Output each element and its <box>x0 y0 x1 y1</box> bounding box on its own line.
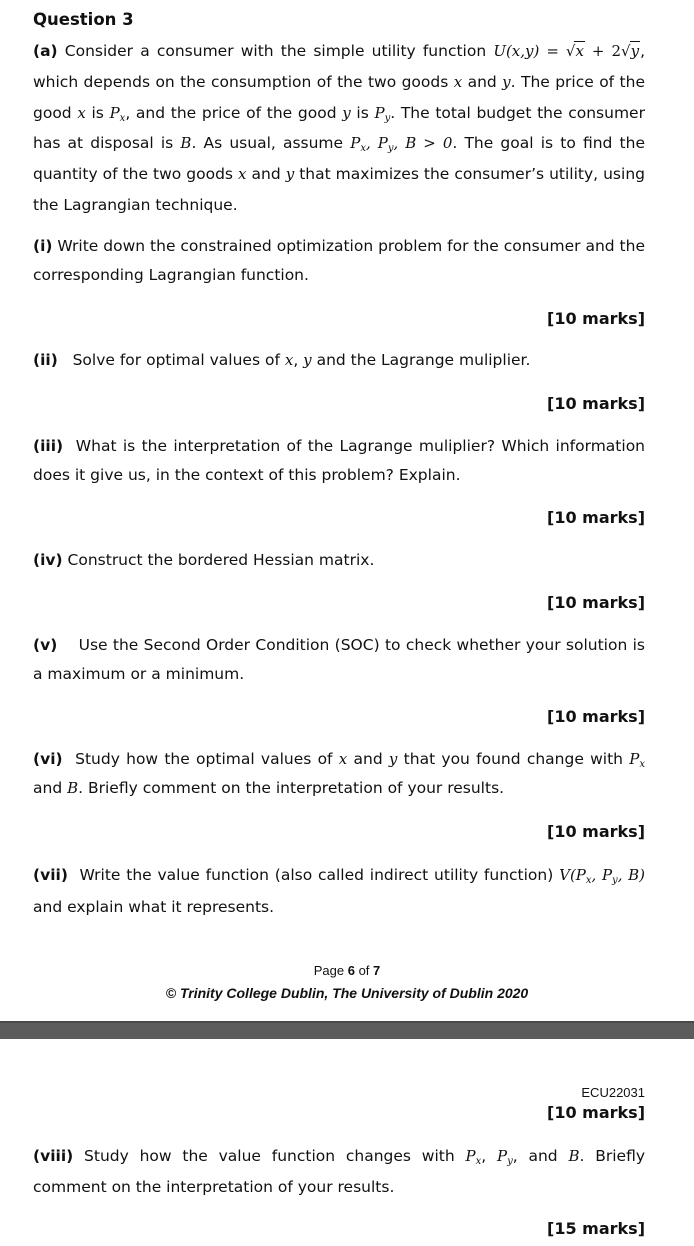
marks-v: [10 marks] <box>547 707 645 726</box>
part-a-intro: Consider a consumer with the simple utility function <box>64 42 487 60</box>
item-iii: (iii) What is the interpretation of the Lagrange muliplier? Which information does it give us, in the context of this problem? Explain. <box>33 437 645 484</box>
marks-viii: [15 marks] <box>547 1219 645 1238</box>
marks-i: [10 marks] <box>547 309 645 328</box>
marks-vii: [10 marks] <box>547 1103 645 1122</box>
marks-iv: [10 marks] <box>547 593 645 612</box>
item-viii: (viii) Study how the value function changes with $P_x$, $P_y$, and B. Briefly comment on the interpretation of your results. <box>33 1147 646 1196</box>
item-vii: (vii) Write the value function (also called indirect utility function) $V(P_x$, $P_y$, B) and explain what it represents. <box>33 866 645 916</box>
part-a-paragraph: (a) Consider a consumer with the simple utility function U(x,y) = √x + 2√y, which depends on the consumption of the two goods x and y. The price of the good x is $P_x$, and the price of the good y is $P_y$. The total budget the consumer has at disposal is B. As usual, assume $P_x$, $P_y$, B > 0. The goal is to find the quantity of the two goods x and y that maximizes the consumer’s utility, using the Lagrangian technique. <box>33 42 646 214</box>
item-v: (v) Use the Second Order Condition (SOC) to check whether your solution is a maximum or a minimum. <box>33 636 645 683</box>
part-a-label: (a) <box>33 42 58 60</box>
marks-vi: [10 marks] <box>547 822 645 841</box>
page-number: Page 6 of 7 <box>313 963 381 978</box>
item-vi: (vi) Study how the optimal values of x and y that you found change with $P_x$ and B. Briefly comment on the interpretation of your results. <box>33 750 645 797</box>
item-ii: (ii) Solve for optimal values of x, y and the Lagrange muliplier. <box>33 351 531 369</box>
copyright: © Trinity College Dublin, The University of Dublin 2020 <box>165 985 529 1001</box>
page-separator <box>0 1021 694 1039</box>
item-i: (i) Write down the constrained optimization problem for the consumer and the corresponding Lagrangian function. <box>33 237 645 284</box>
marks-ii: [10 marks] <box>547 394 645 413</box>
marks-iii: [10 marks] <box>547 508 645 527</box>
course-code: ECU22031 <box>581 1085 645 1100</box>
question-title: Question 3 <box>33 10 134 29</box>
item-iv: (iv) Construct the bordered Hessian matrix. <box>33 551 375 569</box>
utility-formula: U(x,y) = √x + 2√y <box>493 42 640 60</box>
